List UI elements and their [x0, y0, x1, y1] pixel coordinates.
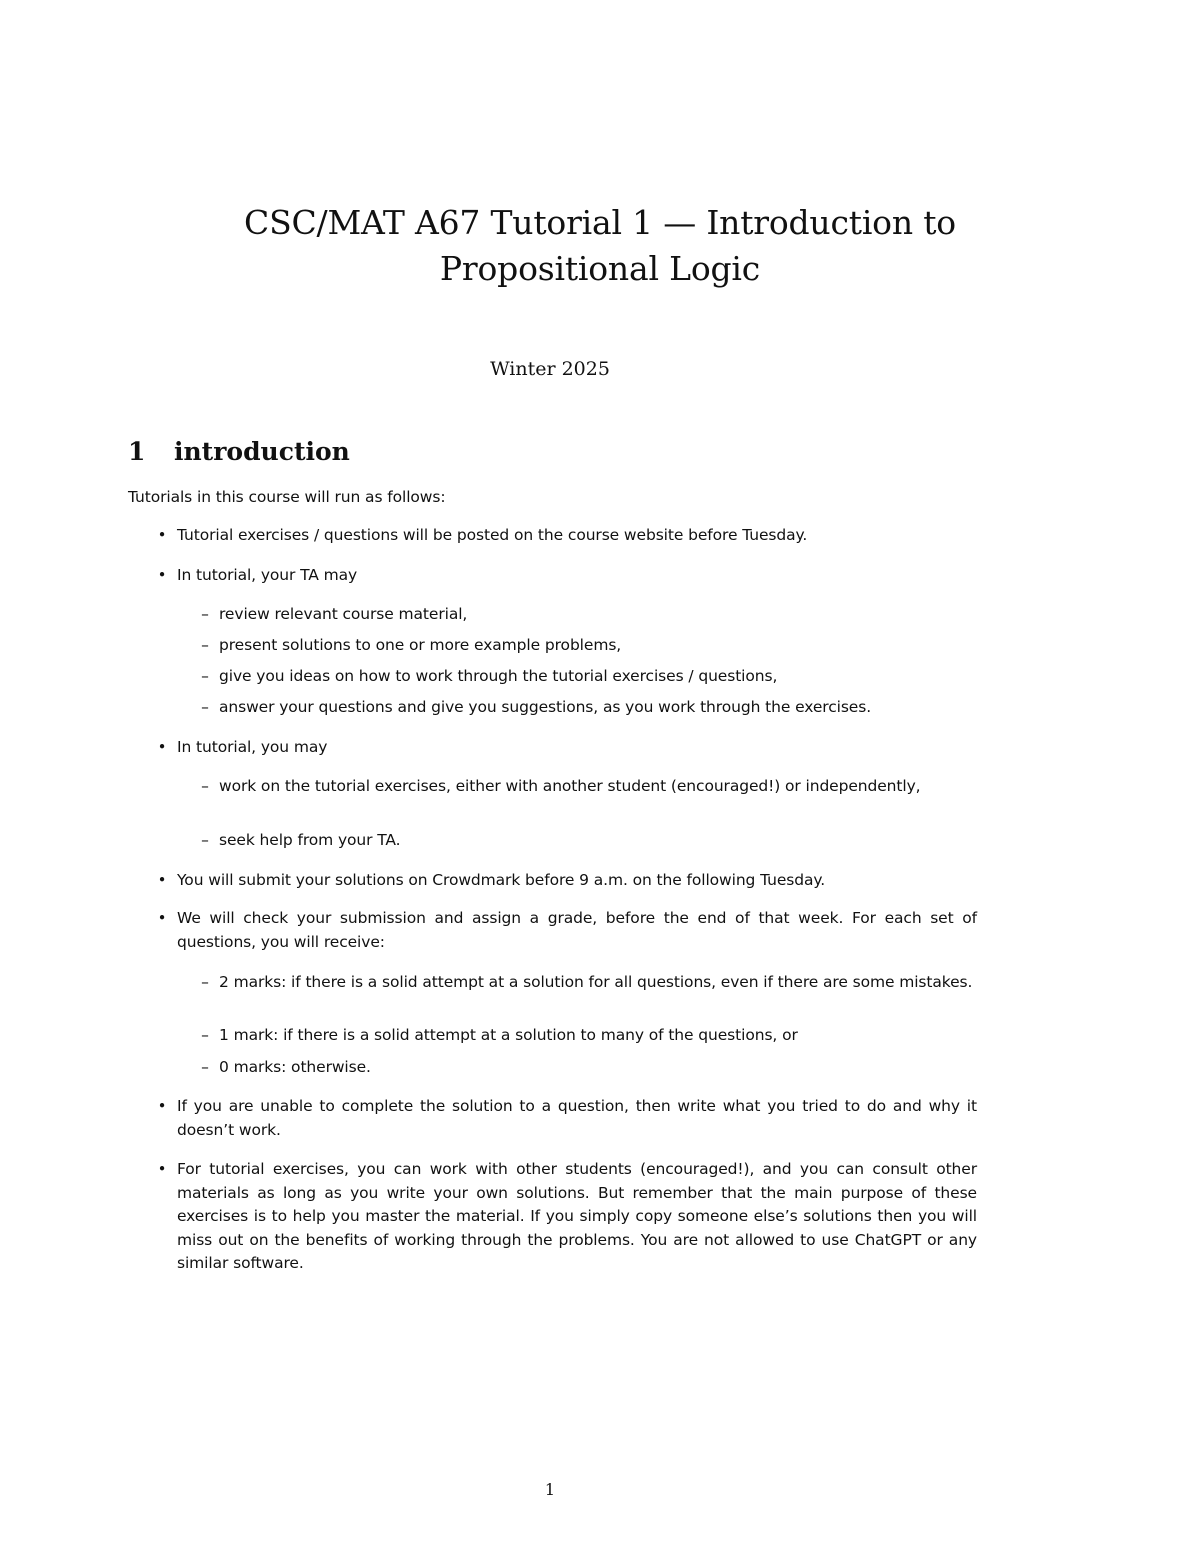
list-item: We will check your submission and assign a grade, before the end of that week. For each set of questions, you will receive: — [177, 909, 977, 951]
bullet-marker: • — [157, 871, 167, 889]
sub-list-item: present solutions to one or more example problems, — [219, 636, 622, 654]
bullet-marker: • — [157, 526, 167, 544]
list-item: Tutorial exercises / questions will be posted on the course website before Tuesday. — [177, 526, 808, 544]
bullet-marker: • — [157, 566, 167, 584]
sub-list-item: 0 marks: otherwise. — [219, 1058, 371, 1076]
list-item: If you are unable to complete the solution to a question, then write what you tried to do and why it doesn’t work. — [177, 1097, 977, 1139]
sub-list-item: review relevant course material, — [219, 605, 468, 623]
dash-marker: – — [201, 1058, 209, 1076]
document-title: CSC/MAT A67 Tutorial 1 — Introduction to Propositional Logic — [244, 203, 956, 288]
sub-list-item: work on the tutorial exercises, either with another student (encouraged!) or independently, — [219, 777, 921, 795]
section-title: introduction — [174, 437, 350, 466]
bullet-marker: • — [157, 738, 167, 756]
section-heading — [128, 435, 350, 469]
list-item: In tutorial, your TA may — [177, 566, 358, 584]
document-date: Winter 2025 — [490, 358, 610, 380]
list-item: For tutorial exercises, you can work with other students (encouraged!), and you can consult other materials as long as you write your own solutions. But remember that the main purpose of these exercises is to help you master the material. If you simply copy someone else’s solutions then you will miss out on the benefits of working through the problems. You are not allowed to use ChatGPT or any similar software. — [177, 1160, 977, 1272]
bullet-marker: • — [157, 1097, 167, 1115]
bullet-marker: • — [157, 909, 167, 927]
dash-marker: – — [201, 698, 209, 716]
dash-marker: – — [201, 605, 209, 623]
intro-paragraph: Tutorials in this course will run as follows: — [128, 488, 446, 506]
sub-list-item: 1 mark: if there is a solid attempt at a solution to many of the questions, or — [219, 1026, 798, 1044]
dash-marker: – — [201, 667, 209, 685]
sub-list-item: seek help from your TA. — [219, 831, 401, 849]
list-item: In tutorial, you may — [177, 738, 328, 756]
dash-marker: – — [201, 1026, 209, 1044]
dash-marker: – — [201, 777, 209, 795]
sub-list-item: 2 marks: if there is a solid attempt at a solution for all questions, even if there are some mistakes. — [219, 973, 973, 991]
dash-marker: – — [201, 973, 209, 991]
page-number: 1 — [544, 1480, 556, 1499]
dash-marker: – — [201, 636, 209, 654]
list-item: You will submit your solutions on Crowdmark before 9 a.m. on the following Tuesday. — [177, 871, 826, 889]
sub-list-item: give you ideas on how to work through the tutorial exercises / questions, — [219, 667, 778, 685]
sub-list-item: answer your questions and give you suggestions, as you work through the exercises. — [219, 698, 872, 716]
bullet-marker: • — [157, 1160, 167, 1178]
dash-marker: – — [201, 831, 209, 849]
section-number: 1 — [128, 437, 146, 466]
